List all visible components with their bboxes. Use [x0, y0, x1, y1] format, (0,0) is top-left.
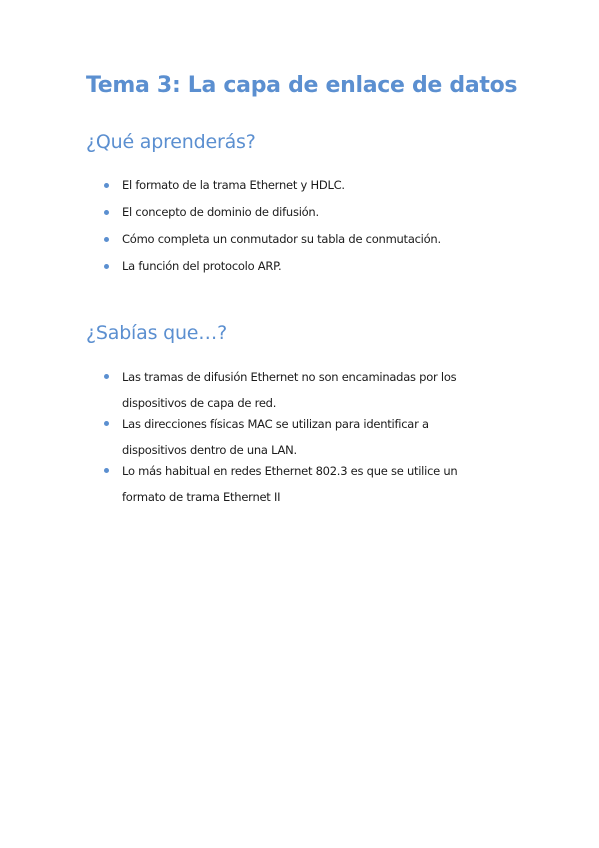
list-item-text: La función del protocolo ARP.	[122, 259, 282, 273]
bullet-icon	[104, 237, 109, 242]
did-you-know-list	[0, 369, 472, 510]
list-item-text: Las tramas de difusión Ethernet no son encaminadas por los dispositivos de capa de red.	[122, 370, 457, 410]
bullet-icon	[104, 421, 109, 426]
list-item-text: Cómo completa un conmutador su tabla de conmutación.	[122, 232, 441, 246]
list-item	[0, 205, 472, 232]
bullet-icon	[104, 374, 109, 379]
list-item	[0, 259, 472, 286]
list-item	[0, 178, 472, 205]
learn-list	[0, 178, 472, 286]
section-heading-did-you-know: ¿Sabías que…?	[86, 322, 227, 344]
page-title: Tema 3: La capa de enlace de datos	[86, 73, 518, 98]
bullet-icon	[104, 264, 109, 269]
section-heading-learn: ¿Qué aprenderás?	[86, 131, 256, 153]
list-item	[0, 411, 472, 463]
list-item	[0, 458, 472, 510]
list-item-text: El formato de la trama Ethernet y HDLC.	[122, 178, 345, 192]
list-item	[0, 364, 472, 416]
list-item-text: El concepto de dominio de difusión.	[122, 205, 319, 219]
bullet-icon	[104, 210, 109, 215]
list-item	[0, 232, 472, 259]
bullet-icon	[104, 468, 109, 473]
list-item-text: Las direcciones físicas MAC se utilizan para identificar a dispositivos dentro de una LAN.	[122, 417, 429, 457]
list-item-text: Lo más habitual en redes Ethernet 802.3 es que se utilice un formato de trama Ethernet II	[122, 464, 458, 504]
bullet-icon	[104, 183, 109, 188]
